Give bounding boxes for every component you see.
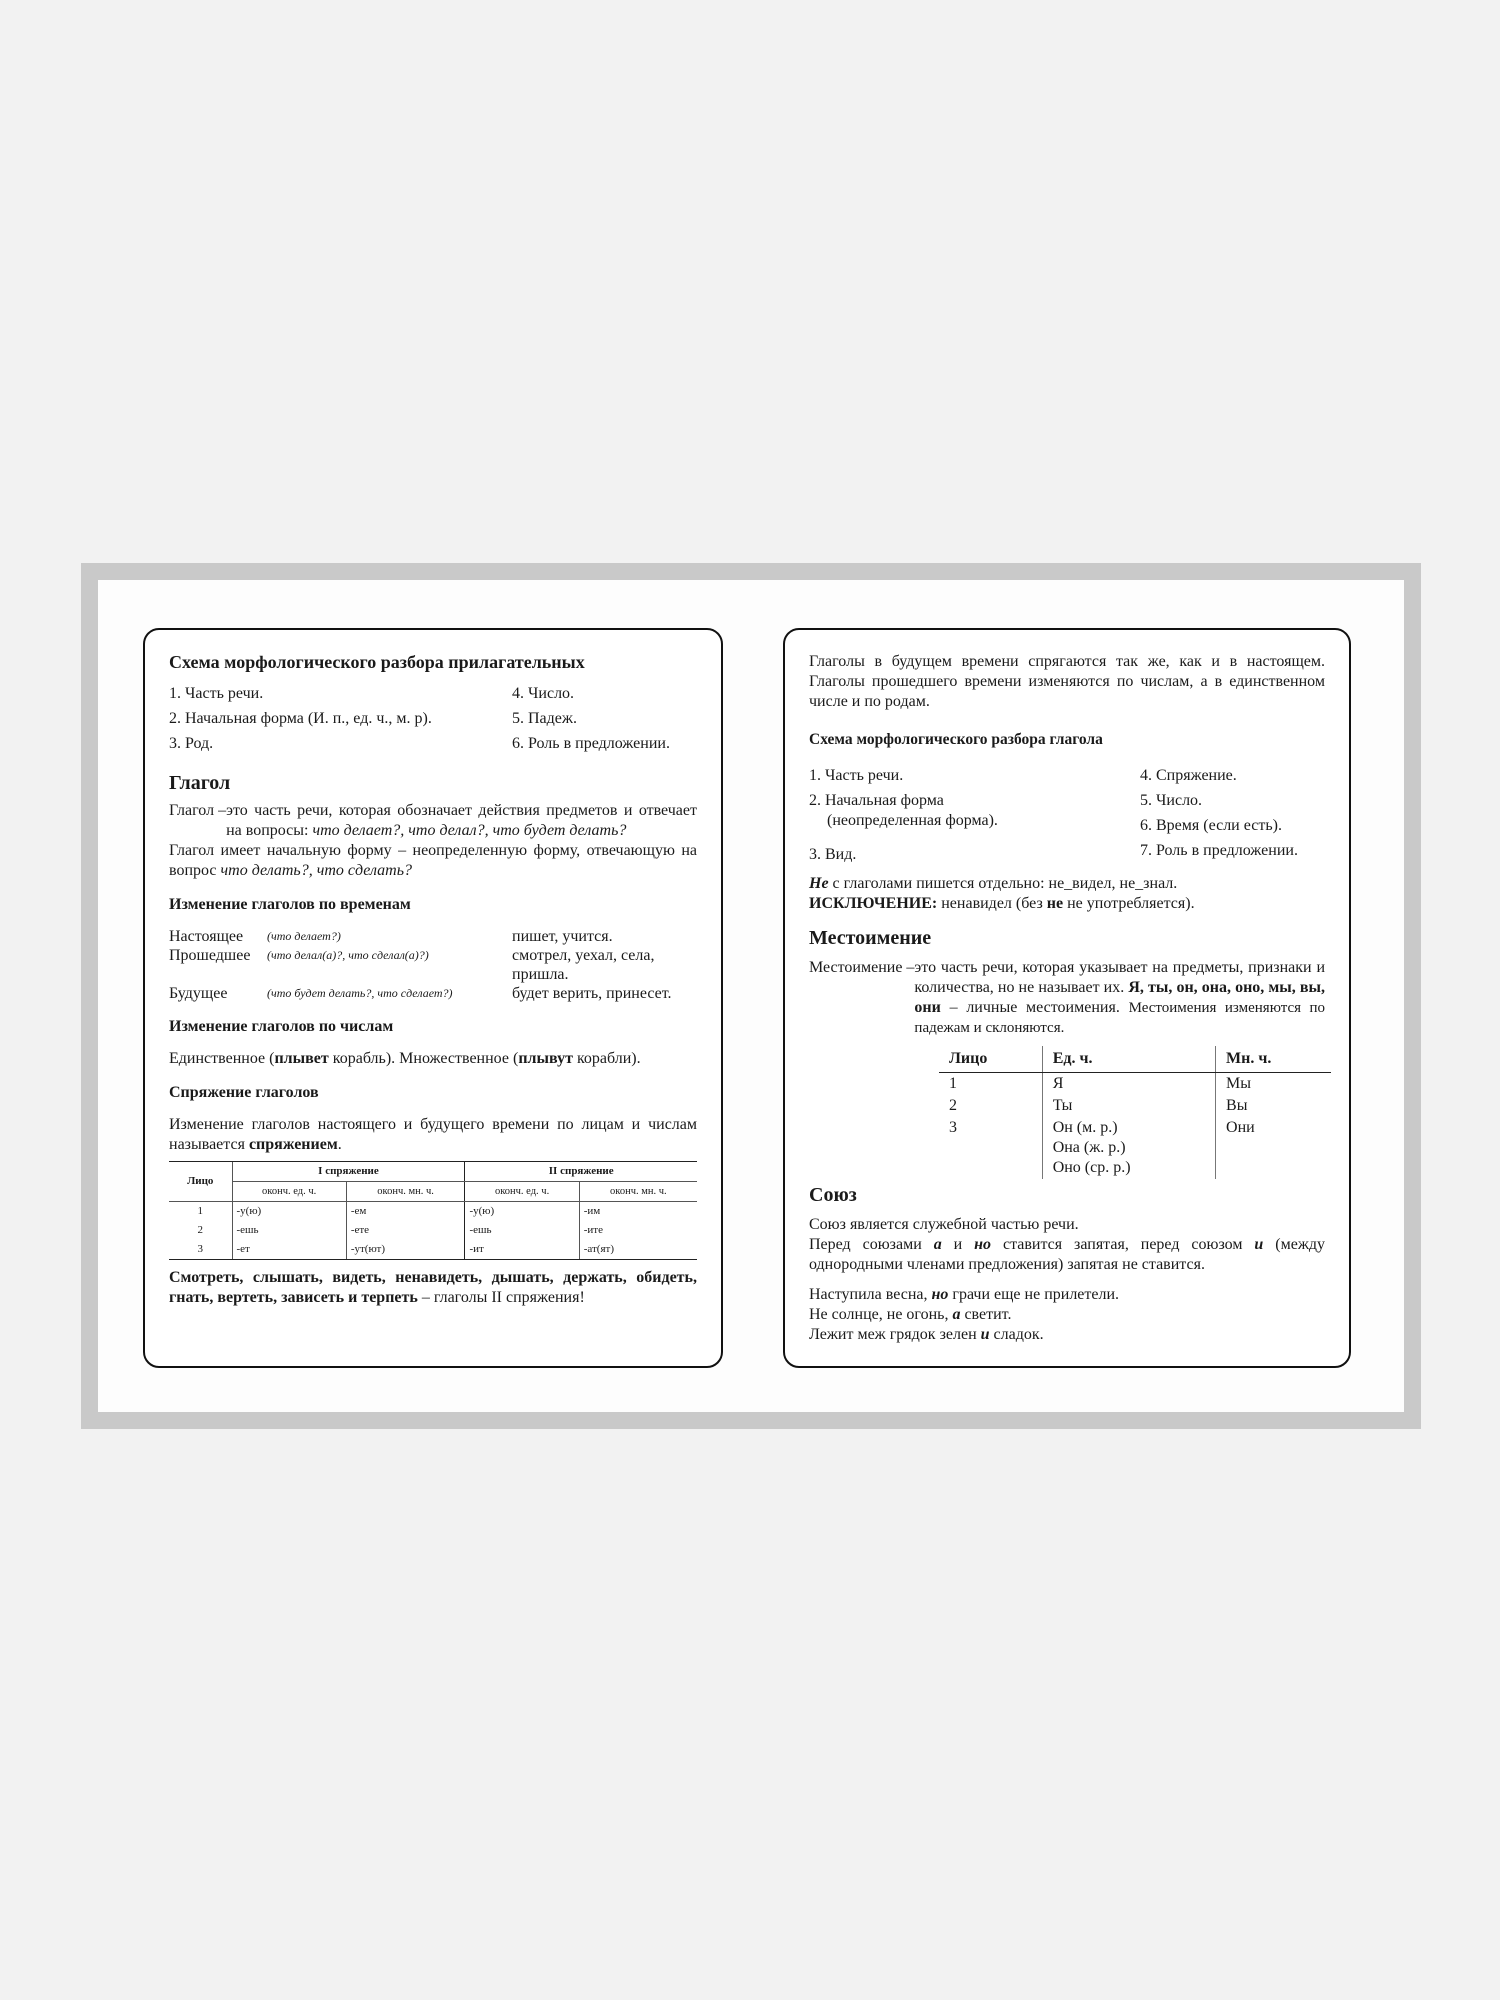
table-cell: 3 xyxy=(949,1119,957,1136)
list-item: 4. Спряжение. xyxy=(1140,767,1237,784)
conjugation-definition xyxy=(169,1115,697,1155)
table-row xyxy=(939,1117,1331,1179)
table-cell: Вы xyxy=(1216,1095,1331,1117)
table-cell: 1 xyxy=(949,1075,957,1092)
table-cell: -ут(ют) xyxy=(346,1240,465,1260)
exception-note: – глаголы II спряжения! xyxy=(417,1289,585,1306)
table-cell: -ешь xyxy=(465,1221,579,1240)
table-cell: Ты xyxy=(1042,1095,1215,1117)
right-page-panel xyxy=(783,628,1351,1368)
table-subheader: оконч. ед. ч. xyxy=(232,1182,346,1202)
tense-question: (что делает?) xyxy=(267,929,341,943)
example-conjunction: и xyxy=(980,1326,990,1343)
table-cell: -ат(ят) xyxy=(579,1240,697,1260)
table-row xyxy=(939,1073,1331,1096)
numbers-heading: Изменение глаголов по числам xyxy=(169,1018,394,1035)
pronoun-definition-text: – личные местоимения. xyxy=(940,999,1120,1016)
example-sentence xyxy=(809,1305,1325,1325)
pronoun-definition-term: Местоимение – xyxy=(809,959,915,976)
rule-text: Перед союзами xyxy=(809,1236,934,1253)
pronoun-definition xyxy=(809,958,1325,1038)
list-item: 6. Время (если есть). xyxy=(1140,817,1282,834)
example-sentence xyxy=(809,1285,1325,1305)
example-text: Не солнце, не огонь, xyxy=(809,1306,953,1323)
verb-scheme-list xyxy=(809,766,1325,870)
table-cell: -ит xyxy=(465,1240,579,1260)
numbers-text-part: Единственное ( xyxy=(169,1050,275,1067)
table-cell: -у(ю) xyxy=(465,1202,579,1222)
future-tense-text: Глаголы в будущем времени спрягаются так же, как и в настоящем. Глаголы прошедшего времени изменяются по числам, а в единственном числе и по родам. xyxy=(809,653,1325,710)
tenses-heading: Изменение глаголов по временам xyxy=(169,896,411,913)
table-cell: Они xyxy=(1216,1117,1331,1179)
rule-text: (между однородными членами предложения) запятая не ставится. xyxy=(809,1236,1326,1273)
verb-infinitive-questions: что делать?, что сделать? xyxy=(220,862,412,879)
table-cell: -у(ю) xyxy=(232,1202,346,1222)
second-conjugation-exceptions xyxy=(169,1268,697,1308)
example-conjunction: но xyxy=(931,1286,949,1303)
table-cell xyxy=(1042,1117,1215,1179)
exception-ne: не xyxy=(1046,895,1064,912)
tense-name: Прошедшее xyxy=(169,947,251,964)
table-header: Мн. ч. xyxy=(1216,1046,1331,1073)
example-text: сладок. xyxy=(989,1326,1044,1343)
list-item: 3. Род. xyxy=(169,735,214,752)
list-item: 5. Падеж. xyxy=(512,710,577,727)
verb-definition-text: это часть речи, которая обозначает действия предметов и отвечает на вопросы: xyxy=(226,802,697,839)
list-item: 2. Начальная форма xyxy=(809,792,944,809)
conjunction-definition: Союз является служебной частью речи. xyxy=(809,1216,1079,1233)
table-row xyxy=(169,1221,697,1240)
table-header-person: Лицо xyxy=(169,1162,232,1202)
verb-definition-term: Глагол – xyxy=(169,802,227,819)
table-cell-line: Она (ж. р.) xyxy=(1052,1139,1126,1156)
tense-name: Настоящее xyxy=(169,928,244,945)
list-item: 1. Часть речи. xyxy=(169,685,264,702)
table-cell: -ем xyxy=(346,1202,465,1222)
table-subheader: оконч. мн. ч. xyxy=(579,1182,697,1202)
list-item: 6. Роль в предложении. xyxy=(512,735,670,752)
ne-with-verbs-rule xyxy=(809,874,1325,894)
exception-label: ИСКЛЮЧЕНИЕ: xyxy=(809,895,938,912)
table-subheader: оконч. ед. ч. xyxy=(465,1182,579,1202)
table-cell-line: Он (м. р.) xyxy=(1052,1119,1118,1136)
verb-definition xyxy=(169,801,697,841)
table-cell: Я xyxy=(1042,1073,1215,1096)
exception-rule xyxy=(809,894,1325,914)
table-cell: 1 xyxy=(197,1205,203,1217)
list-item: 2. Начальная форма (И. п., ед. ч., м. р). xyxy=(169,710,432,727)
table-row xyxy=(169,1240,697,1260)
verb-scheme-title: Схема морфологического разбора глагола xyxy=(809,731,1103,748)
example-sentence xyxy=(809,1325,1325,1345)
ne-particle: Не xyxy=(809,875,829,892)
table-cell: 2 xyxy=(197,1224,203,1236)
numbers-text xyxy=(169,1049,697,1069)
list-item: 1. Часть речи. xyxy=(809,767,904,784)
conjunction-heading: Союз xyxy=(809,1184,857,1206)
rule-text: и xyxy=(941,1236,975,1253)
table-header-group1: I спряжение xyxy=(232,1162,465,1182)
example-text: Наступила весна, xyxy=(809,1286,932,1303)
numbers-text-part: корабли). xyxy=(572,1050,641,1067)
numbers-text-part: корабль). Множественное ( xyxy=(328,1050,519,1067)
table-cell: -ет xyxy=(232,1240,346,1260)
table-header-group2: II спряжение xyxy=(465,1162,697,1182)
pronoun-definition-text: это часть речи, которая указывает на предметы, признаки и количества, но не называет их. xyxy=(914,959,1325,996)
table-row xyxy=(939,1095,1331,1117)
conjugation-definition-body: Изменение глаголов настоящего и будущего времени по лицам и числам называется xyxy=(169,1116,697,1153)
example-text: светит. xyxy=(960,1306,1012,1323)
tense-question: (что будет делать?, что сделает?) xyxy=(267,986,453,1000)
table-cell: -ешь xyxy=(232,1221,346,1240)
exception-text-end: не употребляется). xyxy=(1063,895,1195,912)
numbers-example-singular: плывет xyxy=(274,1050,329,1067)
tense-example: пишет, учится. xyxy=(512,928,613,945)
adjective-scheme-list xyxy=(169,684,697,759)
conjugation-definition-end: . xyxy=(337,1136,342,1153)
conjunction-a: а xyxy=(933,1236,942,1253)
exception-text: ненавидел (без xyxy=(937,895,1047,912)
table-cell: -им xyxy=(579,1202,697,1222)
table-cell: -ите xyxy=(579,1221,697,1240)
example-text: Лежит меж грядок зелен xyxy=(809,1326,981,1343)
table-cell: Мы xyxy=(1216,1073,1331,1096)
conjugation-table xyxy=(169,1161,697,1260)
tenses-grid xyxy=(169,927,697,1003)
exception-verbs: Смотреть, слышать, видеть, ненавидеть, дышать, держать, обидеть, гнать, вертеть, зависеть и терпеть xyxy=(169,1269,697,1306)
table-subheader: оконч. мн. ч. xyxy=(346,1182,465,1202)
pronoun-definition-text: Местоимения изменяются по падежам и склоняются. xyxy=(914,1000,1326,1036)
left-page-panel xyxy=(143,628,723,1368)
verb-heading: Глагол xyxy=(169,772,231,794)
tense-example: будет верить, принесет. xyxy=(512,985,672,1002)
tense-example: смотрел, уехал, села, пришла. xyxy=(512,947,655,983)
table-cell: -ете xyxy=(346,1221,465,1240)
example-text: грачи еще не прилетели. xyxy=(948,1286,1120,1303)
verb-infinitive-body: Глагол имеет начальную форму – неопределенную форму, отвечающую на вопрос xyxy=(169,842,697,879)
conjugation-heading: Спряжение глаголов xyxy=(169,1084,319,1101)
list-item: 4. Число. xyxy=(512,685,575,702)
list-item: 3. Вид. xyxy=(809,846,857,863)
table-cell: 3 xyxy=(169,1240,232,1260)
adjective-scheme-title: Схема морфологического разбора прилагательных xyxy=(169,652,585,672)
conjunction-no: но xyxy=(974,1236,992,1253)
list-item: 5. Число. xyxy=(1140,792,1203,809)
example-conjunction: а xyxy=(952,1306,961,1323)
table-header: Ед. ч. xyxy=(1042,1046,1215,1073)
conjunction-comma-rule xyxy=(809,1235,1325,1275)
list-item: (неопределенная форма). xyxy=(827,812,998,829)
table-row xyxy=(169,1202,697,1222)
tense-question: (что делал(а)?, что сделал(а)?) xyxy=(267,948,429,962)
verb-definition-questions: что делает?, что делал?, что будет делать? xyxy=(312,822,627,839)
tense-name: Будущее xyxy=(169,985,228,1002)
table-header: Лицо xyxy=(939,1046,1042,1073)
personal-pronouns: Я, ты, он, она, оно, мы, вы, они xyxy=(914,979,1325,1016)
table-cell: 2 xyxy=(949,1097,957,1114)
conjunction-i: и xyxy=(1254,1236,1264,1253)
verb-infinitive-text xyxy=(169,841,697,881)
pronoun-heading: Местоимение xyxy=(809,927,932,949)
numbers-example-plural: плывут xyxy=(518,1050,573,1067)
ne-rule-text: с глаголами пишется отдельно: не_видел, не_знал. xyxy=(828,875,1178,892)
rule-text: ставится запятая, перед союзом xyxy=(991,1236,1255,1253)
table-cell-line: Оно (ср. р.) xyxy=(1052,1159,1131,1176)
list-item: 7. Роль в предложении. xyxy=(1140,842,1298,859)
conjugation-term: спряжением xyxy=(248,1136,338,1153)
pronoun-table xyxy=(939,1046,1331,1179)
